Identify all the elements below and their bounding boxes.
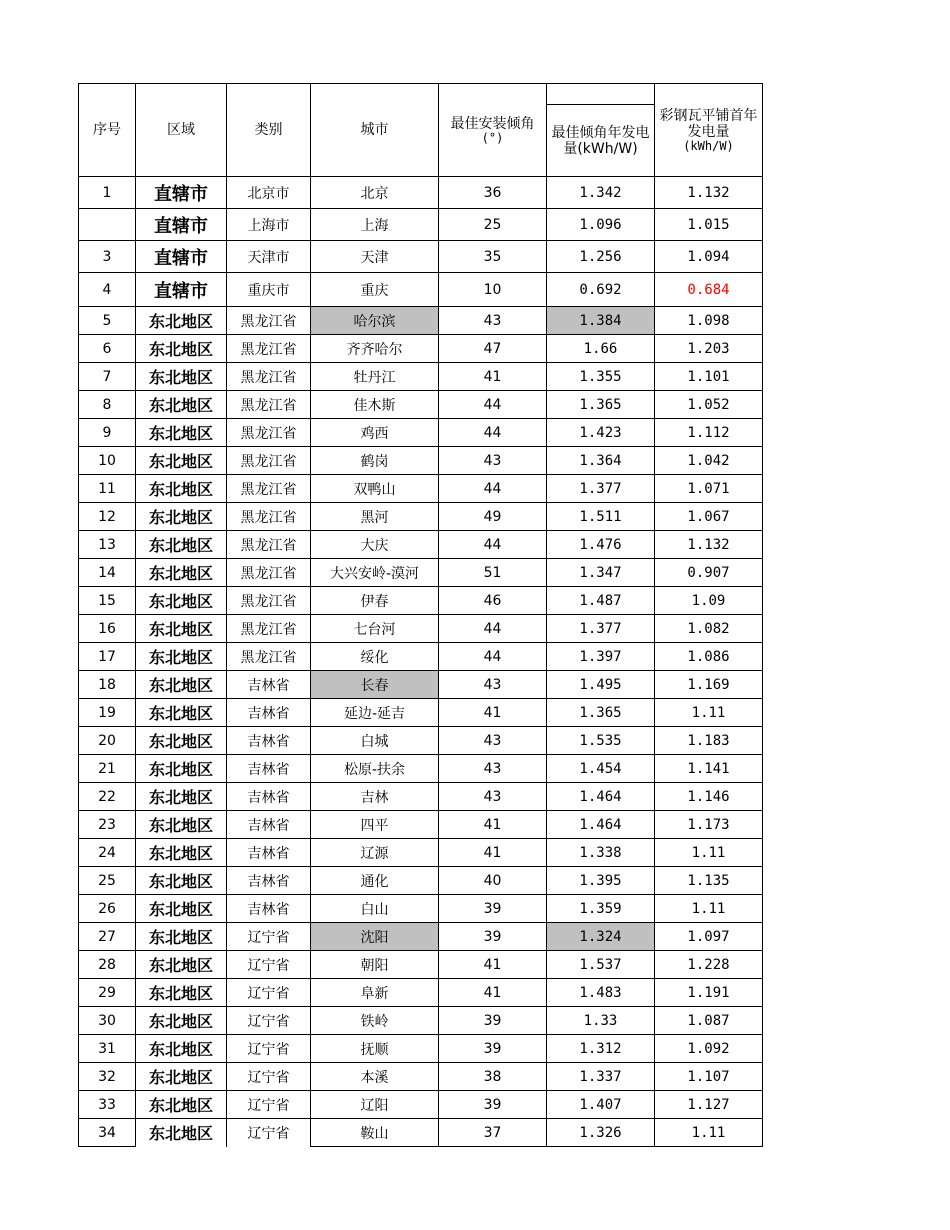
cell-angle: 36 (439, 177, 547, 209)
cell-gen-best: 1.397 (547, 643, 655, 671)
header-gen-best-top (547, 84, 655, 105)
cell-gen-flat: 1.132 (655, 177, 763, 209)
cell-angle: 47 (439, 335, 547, 363)
cell-seq: 24 (79, 839, 136, 867)
cell-seq: 23 (79, 811, 136, 839)
cell-region: 东北地区 (136, 419, 227, 447)
cell-region: 东北地区 (136, 727, 227, 755)
cell-city: 长春 (311, 671, 439, 699)
cell-gen-flat: 1.112 (655, 419, 763, 447)
cell-angle: 39 (439, 1091, 547, 1119)
cell-category: 辽宁省 (227, 1035, 311, 1063)
cell-category: 辽宁省 (227, 979, 311, 1007)
cell-gen-flat: 1.097 (655, 923, 763, 951)
cell-gen-best: 1.337 (547, 1063, 655, 1091)
cell-category: 北京市 (227, 177, 311, 209)
cell-city: 朝阳 (311, 951, 439, 979)
cell-category: 辽宁省 (227, 1063, 311, 1091)
header-gen-best: 最佳倾角年发电量(kWh/W) (547, 105, 655, 177)
cell-seq: 11 (79, 475, 136, 503)
cell-seq: 33 (79, 1091, 136, 1119)
cell-gen-best: 1.66 (547, 335, 655, 363)
cell-region: 东北地区 (136, 979, 227, 1007)
cell-region: 东北地区 (136, 1063, 227, 1091)
cell-angle: 39 (439, 1007, 547, 1035)
cell-region: 东北地区 (136, 1119, 227, 1147)
cell-city: 北京 (311, 177, 439, 209)
cell-city: 阜新 (311, 979, 439, 1007)
cell-angle: 25 (439, 209, 547, 241)
cell-gen-best: 1.407 (547, 1091, 655, 1119)
cell-region: 东北地区 (136, 503, 227, 531)
cell-category: 上海市 (227, 209, 311, 241)
table-row (79, 727, 763, 755)
solar-generation-table (78, 83, 763, 1147)
table-row (79, 503, 763, 531)
cell-city: 吉林 (311, 783, 439, 811)
cell-gen-best: 1.511 (547, 503, 655, 531)
cell-category: 辽宁省 (227, 1007, 311, 1035)
cell-city: 抚顺 (311, 1035, 439, 1063)
cell-angle: 44 (439, 531, 547, 559)
cell-gen-flat: 1.098 (655, 307, 763, 335)
cell-region: 东北地区 (136, 391, 227, 419)
cell-seq: 6 (79, 335, 136, 363)
cell-city: 大庆 (311, 531, 439, 559)
cell-angle: 39 (439, 923, 547, 951)
header-seq: 序号 (79, 84, 136, 177)
cell-region: 东北地区 (136, 1035, 227, 1063)
table-row (79, 671, 763, 699)
cell-category: 黑龙江省 (227, 335, 311, 363)
cell-category: 辽宁省 (227, 923, 311, 951)
table-row (79, 951, 763, 979)
cell-category: 吉林省 (227, 699, 311, 727)
cell-angle: 41 (439, 363, 547, 391)
cell-gen-flat: 1.141 (655, 755, 763, 783)
cell-category: 黑龙江省 (227, 531, 311, 559)
cell-region: 东北地区 (136, 447, 227, 475)
table-row (79, 419, 763, 447)
cell-gen-best: 1.454 (547, 755, 655, 783)
cell-region: 东北地区 (136, 475, 227, 503)
cell-seq: 27 (79, 923, 136, 951)
cell-gen-flat: 1.11 (655, 699, 763, 727)
table-row (79, 335, 763, 363)
table-row (79, 273, 763, 307)
table-row (79, 783, 763, 811)
cell-category: 吉林省 (227, 811, 311, 839)
cell-category: 黑龙江省 (227, 307, 311, 335)
cell-region: 东北地区 (136, 1007, 227, 1035)
cell-gen-best: 1.342 (547, 177, 655, 209)
header-angle-unit: (°) (481, 130, 504, 145)
header-region: 区域 (136, 84, 227, 177)
cell-gen-flat: 1.015 (655, 209, 763, 241)
cell-city: 双鸭山 (311, 475, 439, 503)
cell-category: 黑龙江省 (227, 447, 311, 475)
cell-angle: 41 (439, 839, 547, 867)
cell-seq: 12 (79, 503, 136, 531)
header-gen-flat (655, 84, 763, 177)
cell-seq: 20 (79, 727, 136, 755)
table-row (79, 363, 763, 391)
cell-gen-best: 1.256 (547, 241, 655, 273)
table-row (79, 923, 763, 951)
cell-angle: 43 (439, 755, 547, 783)
cell-region: 直辖市 (136, 209, 227, 241)
cell-region: 东北地区 (136, 755, 227, 783)
table-row (79, 241, 763, 273)
header-angle (439, 84, 547, 177)
table-row (79, 475, 763, 503)
cell-gen-best: 1.464 (547, 783, 655, 811)
cell-category: 黑龙江省 (227, 391, 311, 419)
cell-region: 东北地区 (136, 335, 227, 363)
cell-city: 上海 (311, 209, 439, 241)
cell-city: 松原-扶余 (311, 755, 439, 783)
cell-seq: 15 (79, 587, 136, 615)
cell-city: 辽源 (311, 839, 439, 867)
cell-city: 铁岭 (311, 1007, 439, 1035)
table-row (79, 447, 763, 475)
cell-gen-flat: 1.228 (655, 951, 763, 979)
table-row (79, 811, 763, 839)
cell-seq: 25 (79, 867, 136, 895)
cell-category: 黑龙江省 (227, 559, 311, 587)
cell-region: 东北地区 (136, 531, 227, 559)
cell-category: 重庆市 (227, 273, 311, 307)
cell-angle: 40 (439, 867, 547, 895)
cell-angle: 35 (439, 241, 547, 273)
cell-city: 牡丹江 (311, 363, 439, 391)
cell-category: 吉林省 (227, 671, 311, 699)
cell-angle: 43 (439, 783, 547, 811)
cell-category: 黑龙江省 (227, 643, 311, 671)
cell-gen-flat: 1.11 (655, 839, 763, 867)
cell-region: 东北地区 (136, 699, 227, 727)
header-angle-label: 最佳安装倾角 (450, 115, 535, 132)
cell-category: 吉林省 (227, 727, 311, 755)
cell-angle: 39 (439, 1035, 547, 1063)
table-row (79, 1035, 763, 1063)
cell-region: 东北地区 (136, 951, 227, 979)
cell-angle: 41 (439, 951, 547, 979)
cell-gen-best: 1.347 (547, 559, 655, 587)
header-gen-flat-unit: (kWh/W) (683, 138, 734, 153)
cell-angle: 41 (439, 811, 547, 839)
cell-gen-flat: 1.203 (655, 335, 763, 363)
cell-angle: 38 (439, 1063, 547, 1091)
cell-seq: 7 (79, 363, 136, 391)
table-row (79, 1063, 763, 1091)
cell-category: 黑龙江省 (227, 475, 311, 503)
table-row (79, 531, 763, 559)
cell-city: 七台河 (311, 615, 439, 643)
cell-city: 佳木斯 (311, 391, 439, 419)
cell-region: 东北地区 (136, 363, 227, 391)
cell-city: 重庆 (311, 273, 439, 307)
cell-gen-best: 1.312 (547, 1035, 655, 1063)
cell-region: 东北地区 (136, 1091, 227, 1119)
cell-seq: 28 (79, 951, 136, 979)
cell-angle: 10 (439, 273, 547, 307)
cell-gen-flat: 1.11 (655, 895, 763, 923)
cell-gen-best: 1.487 (547, 587, 655, 615)
cell-seq: 14 (79, 559, 136, 587)
table-row (79, 615, 763, 643)
cell-region: 东北地区 (136, 307, 227, 335)
cell-gen-flat: 1.087 (655, 1007, 763, 1035)
cell-city: 通化 (311, 867, 439, 895)
cell-gen-flat: 1.092 (655, 1035, 763, 1063)
cell-region: 东北地区 (136, 839, 227, 867)
cell-gen-best: 1.324 (547, 923, 655, 951)
cell-seq: 4 (79, 273, 136, 307)
cell-angle: 44 (439, 643, 547, 671)
cell-gen-best: 1.355 (547, 363, 655, 391)
cell-seq: 1 (79, 177, 136, 209)
cell-gen-flat: 1.191 (655, 979, 763, 1007)
cell-category: 黑龙江省 (227, 503, 311, 531)
cell-gen-flat: 1.086 (655, 643, 763, 671)
cell-gen-best: 1.535 (547, 727, 655, 755)
cell-city: 沈阳 (311, 923, 439, 951)
cell-gen-best: 1.495 (547, 671, 655, 699)
cell-gen-flat: 1.132 (655, 531, 763, 559)
cell-gen-best: 1.377 (547, 615, 655, 643)
cell-gen-flat: 1.169 (655, 671, 763, 699)
cell-category: 黑龙江省 (227, 615, 311, 643)
cell-gen-best: 1.096 (547, 209, 655, 241)
cell-region: 东北地区 (136, 783, 227, 811)
cell-gen-flat: 0.907 (655, 559, 763, 587)
cell-gen-best: 1.33 (547, 1007, 655, 1035)
cell-seq: 17 (79, 643, 136, 671)
cell-gen-best: 0.692 (547, 273, 655, 307)
cell-seq: 30 (79, 1007, 136, 1035)
cell-city: 白城 (311, 727, 439, 755)
cell-gen-best: 1.377 (547, 475, 655, 503)
cell-city: 绥化 (311, 643, 439, 671)
cell-seq: 21 (79, 755, 136, 783)
cell-category: 辽宁省 (227, 951, 311, 979)
cell-angle: 39 (439, 895, 547, 923)
cell-gen-best: 1.338 (547, 839, 655, 867)
cell-region: 东北地区 (136, 671, 227, 699)
cell-seq: 13 (79, 531, 136, 559)
cell-category: 吉林省 (227, 867, 311, 895)
cell-angle: 44 (439, 475, 547, 503)
cell-angle: 49 (439, 503, 547, 531)
cell-region: 东北地区 (136, 615, 227, 643)
cell-seq: 3 (79, 241, 136, 273)
cell-seq: 5 (79, 307, 136, 335)
table-row (79, 587, 763, 615)
cell-angle: 44 (439, 419, 547, 447)
cell-city: 辽阳 (311, 1091, 439, 1119)
cell-seq: 16 (79, 615, 136, 643)
cell-city: 白山 (311, 895, 439, 923)
cell-angle: 43 (439, 671, 547, 699)
header-category: 类别 (227, 84, 311, 177)
cell-gen-best: 1.365 (547, 699, 655, 727)
cell-gen-flat: 1.067 (655, 503, 763, 531)
cell-region: 东北地区 (136, 643, 227, 671)
cell-gen-best: 1.326 (547, 1119, 655, 1147)
cell-gen-best: 1.395 (547, 867, 655, 895)
cell-gen-flat: 1.127 (655, 1091, 763, 1119)
cell-region: 直辖市 (136, 241, 227, 273)
cell-seq: 29 (79, 979, 136, 1007)
cell-gen-best: 1.359 (547, 895, 655, 923)
cell-angle: 43 (439, 307, 547, 335)
cell-seq (79, 209, 136, 241)
cell-category: 黑龙江省 (227, 363, 311, 391)
cell-gen-best: 1.537 (547, 951, 655, 979)
cell-region: 东北地区 (136, 923, 227, 951)
cell-gen-flat: 0.684 (655, 273, 763, 307)
cell-category: 吉林省 (227, 755, 311, 783)
table-row (79, 755, 763, 783)
table-row (79, 307, 763, 335)
cell-category: 黑龙江省 (227, 419, 311, 447)
cell-gen-flat: 1.11 (655, 1119, 763, 1147)
cell-city: 黑河 (311, 503, 439, 531)
header-city: 城市 (311, 84, 439, 177)
cell-angle: 44 (439, 391, 547, 419)
cell-region: 东北地区 (136, 895, 227, 923)
cell-gen-flat: 1.101 (655, 363, 763, 391)
cell-city: 大兴安岭-漠河 (311, 559, 439, 587)
cell-category: 吉林省 (227, 839, 311, 867)
cell-city: 延边-延吉 (311, 699, 439, 727)
table-row (79, 177, 763, 209)
cell-city: 齐齐哈尔 (311, 335, 439, 363)
cell-city: 伊春 (311, 587, 439, 615)
cell-city: 鸡西 (311, 419, 439, 447)
table-row (79, 839, 763, 867)
cell-gen-flat: 1.173 (655, 811, 763, 839)
cell-gen-best: 1.364 (547, 447, 655, 475)
cell-category: 吉林省 (227, 895, 311, 923)
cell-seq: 22 (79, 783, 136, 811)
table-row (79, 1119, 763, 1147)
cell-category: 辽宁省 (227, 1119, 311, 1147)
cell-gen-flat: 1.094 (655, 241, 763, 273)
cell-gen-flat: 1.146 (655, 783, 763, 811)
cell-region: 东北地区 (136, 811, 227, 839)
cell-gen-best: 1.483 (547, 979, 655, 1007)
cell-seq: 10 (79, 447, 136, 475)
cell-gen-flat: 1.042 (655, 447, 763, 475)
cell-angle: 37 (439, 1119, 547, 1147)
cell-gen-best: 1.384 (547, 307, 655, 335)
cell-angle: 46 (439, 587, 547, 615)
cell-gen-flat: 1.183 (655, 727, 763, 755)
cell-angle: 51 (439, 559, 547, 587)
cell-region: 直辖市 (136, 177, 227, 209)
cell-gen-flat: 1.135 (655, 867, 763, 895)
cell-gen-flat: 1.107 (655, 1063, 763, 1091)
cell-seq: 26 (79, 895, 136, 923)
cell-angle: 41 (439, 699, 547, 727)
cell-region: 东北地区 (136, 559, 227, 587)
table-row (79, 1091, 763, 1119)
table-row (79, 979, 763, 1007)
table-row (79, 391, 763, 419)
cell-gen-best: 1.464 (547, 811, 655, 839)
table-row (79, 559, 763, 587)
cell-region: 东北地区 (136, 867, 227, 895)
cell-seq: 9 (79, 419, 136, 447)
table-row (79, 1007, 763, 1035)
cell-seq: 19 (79, 699, 136, 727)
cell-city: 四平 (311, 811, 439, 839)
cell-city: 本溪 (311, 1063, 439, 1091)
cell-category: 黑龙江省 (227, 587, 311, 615)
table-row (79, 643, 763, 671)
cell-angle: 44 (439, 615, 547, 643)
cell-city: 鞍山 (311, 1119, 439, 1147)
cell-region: 东北地区 (136, 587, 227, 615)
cell-gen-flat: 1.082 (655, 615, 763, 643)
cell-city: 天津 (311, 241, 439, 273)
cell-city: 哈尔滨 (311, 307, 439, 335)
cell-seq: 18 (79, 671, 136, 699)
cell-seq: 34 (79, 1119, 136, 1147)
cell-gen-best: 1.365 (547, 391, 655, 419)
cell-seq: 32 (79, 1063, 136, 1091)
table-row (79, 867, 763, 895)
cell-seq: 31 (79, 1035, 136, 1063)
cell-angle: 43 (439, 447, 547, 475)
cell-angle: 41 (439, 979, 547, 1007)
cell-angle: 43 (439, 727, 547, 755)
table-row (79, 895, 763, 923)
cell-region: 直辖市 (136, 273, 227, 307)
header-gen-flat-label: 彩钢瓦平铺首年发电量 (659, 107, 758, 140)
cell-category: 吉林省 (227, 783, 311, 811)
cell-gen-best: 1.423 (547, 419, 655, 447)
cell-seq: 8 (79, 391, 136, 419)
table-row (79, 699, 763, 727)
cell-city: 鹤岗 (311, 447, 439, 475)
cell-gen-flat: 1.052 (655, 391, 763, 419)
cell-category: 辽宁省 (227, 1091, 311, 1119)
table-row (79, 209, 763, 241)
cell-gen-best: 1.476 (547, 531, 655, 559)
cell-gen-flat: 1.09 (655, 587, 763, 615)
cell-gen-flat: 1.071 (655, 475, 763, 503)
cell-category: 天津市 (227, 241, 311, 273)
